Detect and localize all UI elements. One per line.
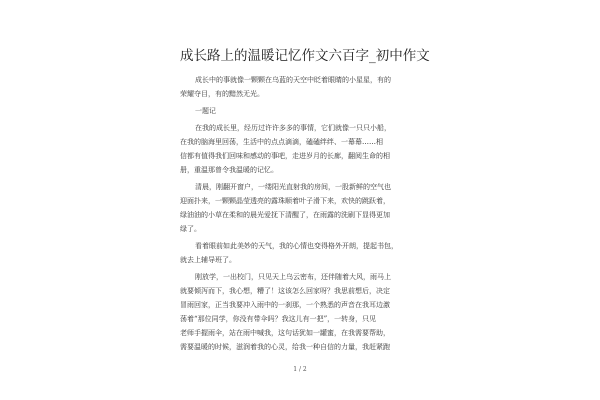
document-title: 成长路上的温暖记忆作文六百字_初中作文 (180, 48, 430, 64)
paragraph-5-line-2: 就去上辅导班了。 (180, 256, 236, 264)
paragraph-6-line-2: 就要倾泻而下，我心想，糟了！这该怎么回家呀？我思前想后，决定 (180, 287, 390, 295)
paragraph-1-line-1: 成长中的事就像一颗颗在乌蓝的天空中眨着眼睛的小星星，有的 (195, 76, 391, 84)
paragraph-1-line-2: 荣耀夺目，有的黯然无光。 (180, 90, 264, 98)
paragraph-6-line-4: 荡着“那位同学，你没有带伞吗？我这儿有一把”，一转身，只见 (180, 315, 377, 323)
paragraph-6-line-3: 冒雨回家，正当我要冲入雨中的一刹那，一个熟悉的声音在我耳边激 (180, 301, 390, 309)
page-number: 1 / 2 (293, 366, 307, 373)
paragraph-4-line-2: 迎面扑来，一颗颗晶莹透亮的露珠顺着叶子滑下来，欢快的跳跃着， (180, 197, 390, 205)
paragraph-5-line-1: 看着眼前如此美妙的天气，我的心情也变得格外开朗，提起书包， (195, 242, 398, 250)
paragraph-6-line-5: 老师手握雨伞，站在雨中喊我，这句话犹如一罐蜜，在我需要帮助， (180, 329, 390, 337)
paragraph-3-line-2: 在我的脑海里回荡，生活中的点点滴滴，磕磕绊绊、一幕幕……相 (180, 138, 383, 146)
paragraph-3-line-4: 册，重温那曾令我温暖的记忆。 (180, 166, 278, 174)
paragraph-6-line-6: 需要温暖的时候，滋润着我的心灵，给我一种自信的力量，我赶紧跑 (180, 343, 390, 351)
paragraph-3-line-3: 信都有值得我们回味和感动的事吧，走进岁月的长廊，翻阅生命的相 (180, 152, 390, 160)
epigraph-note: 一题记 (195, 107, 216, 115)
paragraph-4-line-4: 绿了。 (180, 225, 201, 233)
paragraph-4-line-1: 清晨，刚翻开窗户，一缕阳光直射我的房间，一股新鲜的空气也 (195, 183, 391, 191)
paragraph-3-line-1: 在我的成长里，经历过许许多多的事情，它们就像一只只小船， (195, 124, 391, 132)
paragraph-6-line-1: 刚放学，一出校门，只见天上乌云密布，还伴随着大风，雨马上 (195, 273, 391, 281)
paragraph-4-line-3: 绿油油的小草在柔和的晨光爱抚下清醒了，在雨露的洗刷下显得更加 (180, 211, 390, 219)
